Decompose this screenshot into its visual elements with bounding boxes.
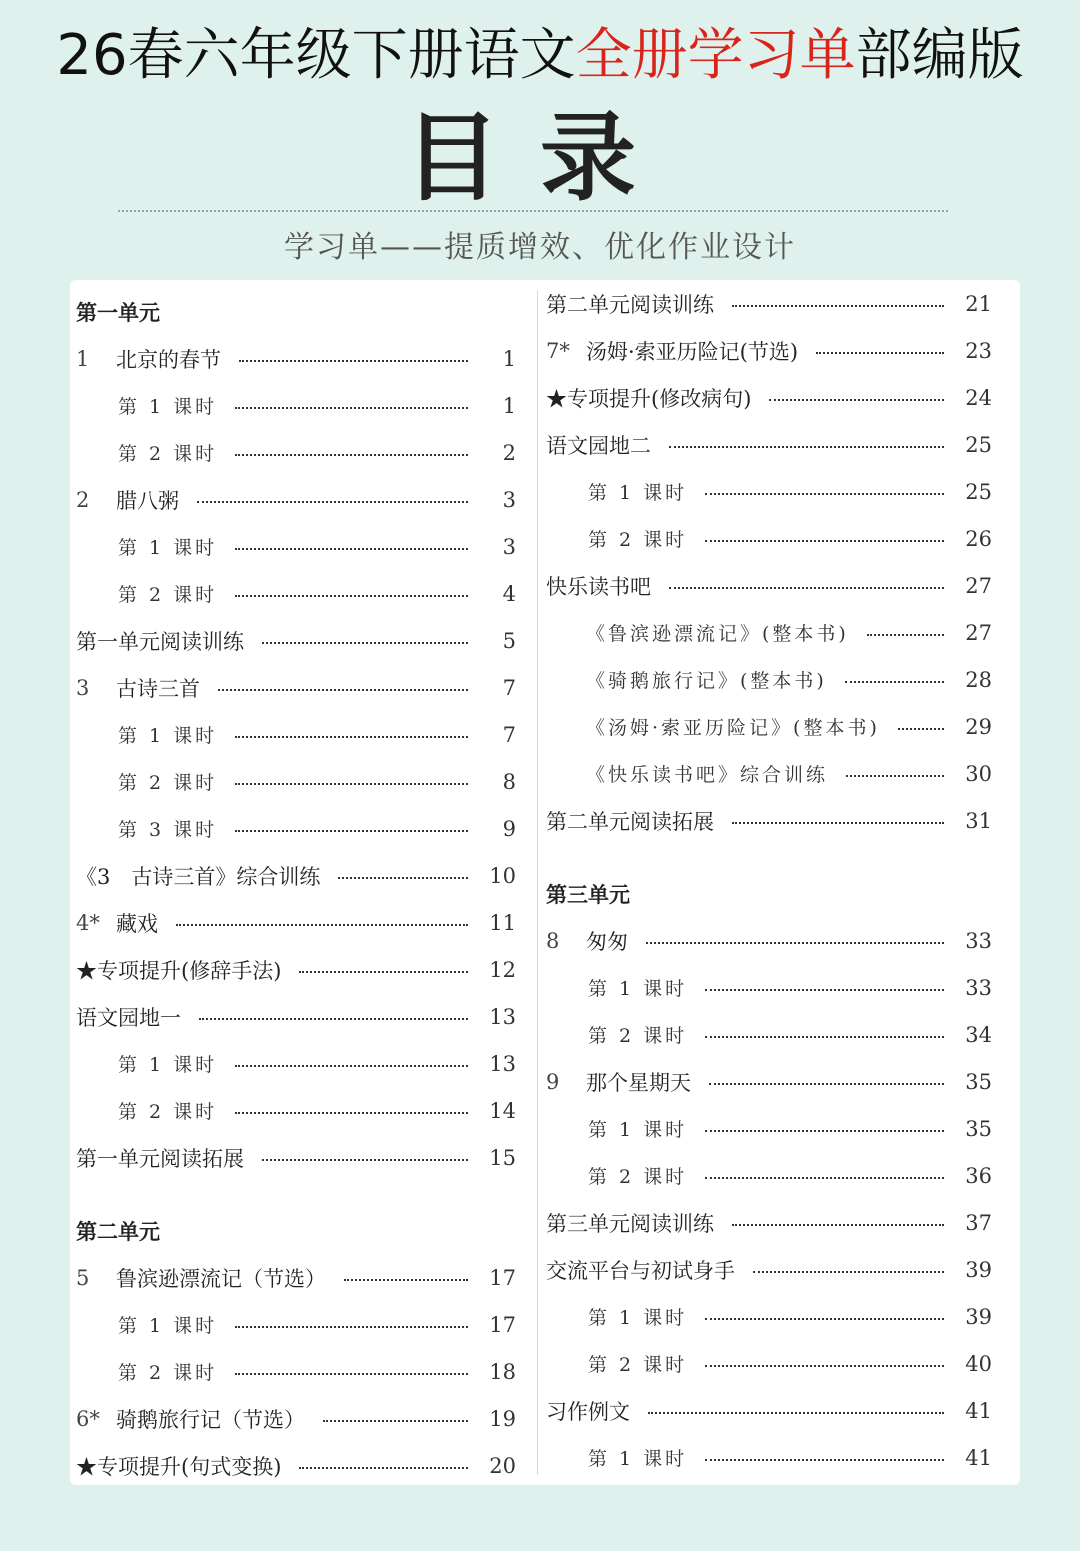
dot-leader	[235, 1065, 468, 1067]
toc-entry[interactable]	[546, 1011, 992, 1058]
page-number: 31	[965, 808, 992, 833]
toc-entry[interactable]	[546, 468, 992, 515]
dot-leader	[732, 1224, 944, 1226]
dot-leader	[235, 595, 468, 597]
toc-entry-title: 《汤姆·索亚历险记》(整本书)	[586, 717, 880, 739]
dot-leader	[845, 681, 944, 683]
toc-entry[interactable]	[76, 1134, 516, 1181]
dot-leader	[705, 1036, 944, 1038]
toc-entry-title: 习作例文	[546, 1399, 630, 1424]
dot-leader	[705, 1459, 944, 1461]
toc-entry-title: 第 1 课时	[588, 482, 688, 504]
page-number: 34	[965, 1022, 992, 1047]
toc-entry-title: 《3 古诗三首》综合训练	[76, 864, 321, 889]
toc-entry-title: 古诗三首	[116, 676, 200, 701]
toc-entry[interactable]	[76, 335, 516, 382]
toc-entry-title: 第 2 课时	[118, 772, 218, 794]
page-number: 19	[489, 1406, 516, 1431]
dot-leader	[235, 736, 468, 738]
unit-heading	[76, 288, 516, 335]
dot-leader	[197, 501, 468, 503]
dot-leader	[218, 689, 468, 691]
toc-entry[interactable]	[76, 523, 516, 570]
dot-leader	[235, 783, 468, 785]
toc-entry-title: 第 1 课时	[588, 1448, 688, 1470]
dot-leader	[299, 1467, 468, 1469]
toc-entry-title: 第 1 课时	[118, 725, 218, 747]
toc-entry-title: 交流平台与初试身手	[546, 1258, 735, 1283]
toc-entry[interactable]	[546, 1058, 992, 1105]
lesson-number: 6*	[76, 1406, 100, 1431]
toc-entry[interactable]	[76, 758, 516, 805]
toc-entry[interactable]	[76, 1087, 516, 1134]
page-number: 28	[965, 667, 992, 692]
toc-entry-title: 鲁滨逊漂流记（节选）	[116, 1266, 326, 1291]
toc-entry-title: 腊八粥	[116, 488, 179, 513]
page-number: 14	[489, 1098, 516, 1123]
toc-entry-title: 语文园地一	[76, 1005, 181, 1030]
lesson-number: 4*	[76, 910, 100, 935]
dot-leader	[323, 1420, 468, 1422]
page-number: 35	[965, 1116, 992, 1141]
page-number: 25	[965, 479, 992, 504]
toc-entry-title: 第一单元阅读训练	[76, 629, 244, 654]
toc-entry-title: 第 2 课时	[588, 1025, 688, 1047]
toc-left-column	[76, 288, 516, 1489]
page-number: 36	[965, 1163, 992, 1188]
dot-leader	[239, 360, 468, 362]
toc-entry-title: 第 1 课时	[588, 1119, 688, 1141]
toc-entry-title: 北京的春节	[116, 347, 221, 372]
toc-entry-title: 那个星期天	[586, 1070, 691, 1095]
toc-entry[interactable]	[76, 570, 516, 617]
dot-leader	[344, 1279, 468, 1281]
unit-heading-label: 第一单元	[76, 299, 160, 325]
page-number: 35	[965, 1069, 992, 1094]
unit-heading	[76, 1207, 516, 1254]
page-heading: 目录	[404, 102, 676, 214]
toc-entry[interactable]	[546, 1105, 992, 1152]
dot-leader	[648, 1412, 944, 1414]
dot-leader	[235, 830, 468, 832]
toc-entry[interactable]	[546, 280, 992, 327]
toc-entry[interactable]	[76, 1348, 516, 1395]
dotted-divider	[118, 210, 948, 212]
page-number: 11	[489, 910, 516, 935]
toc-entry-title: 第 2 课时	[118, 1101, 218, 1123]
dot-leader	[732, 305, 944, 307]
toc-right-column	[546, 280, 992, 1481]
dot-leader	[705, 493, 944, 495]
page-number: 24	[965, 385, 992, 410]
toc-entry-title: 第 2 课时	[588, 1354, 688, 1376]
toc-entry-title: 第 2 课时	[118, 584, 218, 606]
toc-entry[interactable]	[546, 1199, 992, 1246]
page-number: 41	[965, 1445, 992, 1470]
page-number: 23	[965, 338, 992, 363]
toc-entry-title: 语文园地二	[546, 433, 651, 458]
page-number: 1	[502, 346, 516, 371]
dot-leader	[732, 822, 944, 824]
dot-leader	[669, 446, 944, 448]
page-number: 29	[965, 714, 992, 739]
toc-entry[interactable]	[546, 1246, 992, 1293]
toc-entry-title: 藏戏	[116, 911, 158, 936]
toc-entry[interactable]	[546, 421, 992, 468]
dot-leader	[816, 352, 944, 354]
banner-highlight: 全册学习单	[575, 23, 856, 88]
lesson-number: 8	[546, 928, 560, 953]
page-number: 17	[489, 1312, 516, 1337]
page-number: 39	[965, 1257, 992, 1282]
toc-entry[interactable]	[76, 1254, 516, 1301]
page-number: 13	[489, 1051, 516, 1076]
page-number: 21	[965, 291, 992, 316]
toc-entry[interactable]	[76, 429, 516, 476]
lesson-number: 7*	[546, 338, 570, 363]
toc-entry-title: 第 2 课时	[588, 529, 688, 551]
page-number: 1	[502, 393, 516, 418]
dot-leader	[867, 634, 944, 636]
toc-entry-title: 《快乐读书吧》综合训练	[586, 764, 829, 786]
page-number: 37	[965, 1210, 992, 1235]
toc-entry[interactable]	[76, 664, 516, 711]
toc-entry[interactable]	[76, 1442, 516, 1489]
lesson-number: 9	[546, 1069, 560, 1094]
dot-leader	[846, 775, 944, 777]
page-number: 20	[489, 1453, 516, 1478]
dot-leader	[235, 1112, 468, 1114]
toc-entry-title: 第二单元阅读训练	[546, 292, 714, 317]
toc-entry[interactable]	[76, 852, 516, 899]
toc-entry-title: 第 1 课时	[118, 537, 218, 559]
toc-entry-title: 第 1 课时	[118, 396, 218, 418]
toc-entry[interactable]	[76, 711, 516, 758]
toc-entry-title: 匆匆	[586, 929, 628, 954]
toc-entry-title: 第 1 课时	[588, 1307, 688, 1329]
dot-leader	[176, 924, 468, 926]
toc-entry[interactable]	[76, 1301, 516, 1348]
toc-entry-title: 第 2 课时	[588, 1166, 688, 1188]
toc-entry[interactable]	[546, 1387, 992, 1434]
toc-entry-title: 《骑鹅旅行记》(整本书)	[586, 670, 827, 692]
section-spacer	[546, 844, 992, 870]
toc-entry-title: ★专项提升(句式变换)	[76, 1454, 282, 1479]
dot-leader	[705, 540, 944, 542]
page-number: 8	[502, 769, 516, 794]
dot-leader	[262, 1159, 468, 1161]
lesson-number: 1	[76, 346, 90, 371]
page-number: 12	[489, 957, 516, 982]
dot-leader	[235, 1373, 468, 1375]
toc-entry-title: 第三单元阅读训练	[546, 1211, 714, 1236]
toc-entry-title: 第 3 课时	[118, 819, 218, 841]
toc-entry[interactable]	[76, 617, 516, 664]
page-number: 27	[965, 573, 992, 598]
toc-entry[interactable]	[546, 562, 992, 609]
page-number: 17	[489, 1265, 516, 1290]
page-number: 27	[965, 620, 992, 645]
page-number: 33	[965, 928, 992, 953]
toc-entry-title: 《鲁滨逊漂流记》(整本书)	[586, 623, 849, 645]
toc-entry[interactable]	[546, 964, 992, 1011]
column-divider	[537, 290, 538, 1475]
page-number: 13	[489, 1004, 516, 1029]
lesson-number: 5	[76, 1265, 90, 1290]
page-number: 33	[965, 975, 992, 1000]
dot-leader	[199, 1018, 468, 1020]
toc-entry[interactable]	[546, 1152, 992, 1199]
dot-leader	[769, 399, 944, 401]
toc-entry-title: 第 1 课时	[118, 1315, 218, 1337]
toc-entry[interactable]	[76, 382, 516, 429]
toc-entry[interactable]	[546, 1340, 992, 1387]
dot-leader	[753, 1271, 944, 1273]
dot-leader	[299, 971, 468, 973]
page-number: 7	[502, 675, 516, 700]
toc-entry[interactable]	[76, 1395, 516, 1442]
toc-entry[interactable]	[546, 703, 992, 750]
page-number: 10	[489, 863, 516, 888]
toc-entry[interactable]	[76, 946, 516, 993]
toc-entry[interactable]	[546, 1293, 992, 1340]
page-number: 3	[502, 534, 516, 559]
page-number: 40	[965, 1351, 992, 1376]
unit-heading-label: 第二单元	[76, 1218, 160, 1244]
banner-part3: 部编版	[855, 23, 1024, 88]
dot-leader	[709, 1083, 944, 1085]
toc-entry-title: 第二单元阅读拓展	[546, 809, 714, 834]
toc-entry[interactable]	[546, 327, 992, 374]
toc-entry[interactable]	[546, 797, 992, 844]
page-number: 5	[502, 628, 516, 653]
toc-entry-title: ★专项提升(修改病句)	[546, 386, 752, 411]
dot-leader	[235, 548, 468, 550]
dot-leader	[235, 407, 468, 409]
dot-leader	[705, 1318, 944, 1320]
toc-entry[interactable]	[76, 993, 516, 1040]
toc-entry-title: 第 1 课时	[588, 978, 688, 1000]
dot-leader	[705, 1130, 944, 1132]
page-number: 18	[489, 1359, 516, 1384]
dot-leader	[235, 454, 468, 456]
toc-entry[interactable]	[546, 656, 992, 703]
toc-entry-title: 第 1 课时	[118, 1054, 218, 1076]
toc-entry-title: 快乐读书吧	[546, 574, 651, 599]
toc-entry[interactable]	[546, 515, 992, 562]
page-number: 41	[965, 1398, 992, 1423]
page-number: 3	[502, 487, 516, 512]
dot-leader	[898, 728, 944, 730]
toc-entry[interactable]	[546, 1434, 992, 1481]
toc-entry[interactable]	[546, 374, 992, 421]
toc-entry[interactable]	[546, 917, 992, 964]
dot-leader	[235, 1326, 468, 1328]
lesson-number: 2	[76, 487, 90, 512]
toc-entry[interactable]	[76, 1040, 516, 1087]
toc-entry-title: 第一单元阅读拓展	[76, 1146, 244, 1171]
dot-leader	[705, 989, 944, 991]
page-number: 15	[489, 1145, 516, 1170]
toc-entry[interactable]	[76, 805, 516, 852]
banner-title	[0, 22, 1080, 89]
page-number: 39	[965, 1304, 992, 1329]
page-number: 4	[502, 581, 516, 606]
page-number: 2	[502, 440, 516, 465]
toc-entry[interactable]	[76, 899, 516, 946]
page-number: 25	[965, 432, 992, 457]
unit-heading-label: 第三单元	[546, 881, 630, 907]
section-spacer	[76, 1181, 516, 1207]
banner-part1: 26春六年级下册语文	[56, 23, 576, 88]
dot-leader	[669, 587, 944, 589]
dot-leader	[705, 1177, 944, 1179]
lesson-number: 3	[76, 675, 90, 700]
dot-leader	[705, 1365, 944, 1367]
page-subtitle: 学习单——提质增效、优化作业设计	[284, 230, 796, 265]
page-number: 26	[965, 526, 992, 551]
toc-entry-title: 汤姆·索亚历险记(节选)	[586, 339, 799, 364]
toc-entry-title: 第 2 课时	[118, 443, 218, 465]
page-number: 9	[502, 816, 516, 841]
dot-leader	[262, 642, 468, 644]
toc-entry[interactable]	[546, 750, 992, 797]
dot-leader	[646, 942, 944, 944]
toc-entry-title: ★专项提升(修辞手法)	[76, 958, 282, 983]
toc-entry[interactable]	[546, 609, 992, 656]
dot-leader	[338, 877, 468, 879]
page-number: 30	[965, 761, 992, 786]
unit-heading	[546, 870, 992, 917]
toc-entry-title: 骑鹅旅行记（节选）	[116, 1407, 305, 1432]
toc-entry[interactable]	[76, 476, 516, 523]
toc-entry-title: 第 2 课时	[118, 1362, 218, 1384]
page-number: 7	[502, 722, 516, 747]
